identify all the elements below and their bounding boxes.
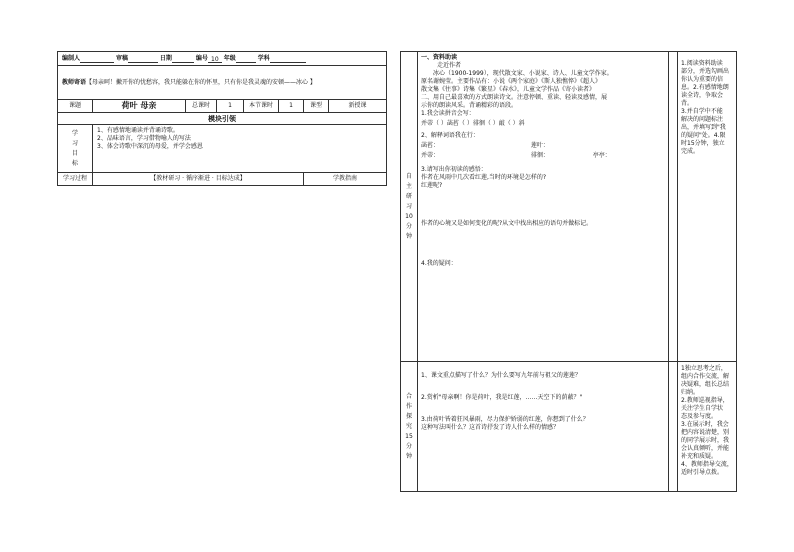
guide-line: 补充和质疑。 [681,453,718,460]
word-bingdi: 并蒂： [421,152,440,159]
section2-guide [678,362,737,492]
reviewer-label: 审稿 [115,54,128,62]
spacer-column [669,52,678,362]
subject-label: 学科 [257,54,270,62]
word-line-2 [421,152,665,160]
guide-line: 组内合作交流，解 [681,373,730,380]
q3c: 作者的心境又是如何变化的呢?从文中找出相应的语句并做标记。 [421,220,593,227]
grade-label: 年级 [223,54,236,62]
total-hours-value: 1 [217,100,244,113]
word-tingting: 亭亭： [592,152,611,159]
right-worksheet [400,51,737,492]
section1-content [418,52,669,362]
section1-label-cell [401,52,418,362]
guide-line: 你认为重要的信 [681,76,724,83]
section2-label-cell [401,362,418,492]
guide-line: 关注学生自学状 [681,405,724,412]
guide-line: 读全诗，争取会背。 [681,92,724,107]
guide-line: 决疑难，组长总结 [681,381,730,388]
teacher-message [58,66,387,100]
topic-label: 课题 [58,100,93,113]
section1-subheading: 走近作者 [437,62,462,69]
q3b: 红莲呢? [421,182,443,189]
section2-content [418,362,669,492]
type-value: 新授课 [329,100,387,113]
guide-line: 时15分钟，独立 [681,140,725,147]
goal-item: 2、品味语言，学习借物喻人的写法 [97,135,191,142]
spacer-column [669,362,678,492]
guide-line: 息。2.有感情地朗 [681,84,729,91]
guide-line: 出，并填写到"我 [681,124,726,131]
message-text: 【母亲呵！撇开你的忧愁容，我只能躲在你的怀里，只有你是我灵魂的安顿——冰心 】 [86,78,316,86]
module-title: 模块引领 [58,113,387,125]
guide-line: 1.阅读资料助读 [681,60,723,67]
word-paihuai: 徘徊： [530,152,549,159]
message-label: 教师寄语 [62,78,87,86]
goal-item: 1、有感情地诵读并背诵诗歌。 [97,127,179,134]
author-line: 冰心（1900-1999），现代散文家、小说家、诗人、儿童文学作家。 [433,70,613,77]
guide-line: 3.在展示时，我会 [681,421,729,428]
author-line: 示你的朗读风采。背诵精彩的语段。 [421,102,518,109]
s2-q3b: 这种写法叫什么？这首诗抒发了诗人什么样的情感？ [421,424,560,431]
guide-line: 解决的问题标注 [681,116,724,123]
author-line: 原名谢婉莹。主要作品有：小说《两个家庭》《斯人独憔悴》《超人》 [421,78,602,85]
writer-label: 编制人 [62,54,81,62]
word-line-1 [421,142,665,150]
process-center: 【教材研习 · 循序渐进 · 目标达成】 [93,173,304,186]
guide-line: 3.并自学中不能 [681,108,723,115]
this-hours-value: 1 [279,100,304,113]
goals-list [93,125,387,173]
guide-line: 部分，并选勾画出 [681,68,730,75]
section1-label: 自主研习10分钟 [405,172,413,240]
word-hantan: 菡萏： [421,142,440,149]
topic-value: 荷叶 母亲 [93,100,186,113]
guide-line: 把内容说清楚，别 [681,429,730,436]
number-value: 10 [208,56,222,63]
q3a: 作者在风雨中几次看红莲,当时的环境是怎样的? [421,174,547,181]
total-hours-label: 总课时 [186,100,217,113]
guide-line: 1独立思考之后， [681,365,727,372]
number-label: 编号 [195,54,208,62]
goals-label: 学习目标 [71,129,78,167]
goals-label-cell [58,125,93,173]
word-lianye: 莲叶： [530,142,549,149]
guide-line: 完成。 [681,148,700,155]
guide-line: 归纳。 [681,389,700,396]
guide-line: 的同学展示时，我 [681,437,730,444]
process-label: 学习过程 [58,173,93,186]
guide-line: 态及参与度。 [681,413,718,420]
author-line: 二、用自己最喜欢的方式朗读诗文。注意停顿、重读、轻读及感情，展 [421,94,608,101]
s2-q2: 2.赏析"母亲啊！你是荷叶，我是红莲，……天空下的荫蔽？" [421,394,583,401]
s2-q1: 1、课文重点描写了什么？为什么要写九年前与祖父的莲莲？ [421,372,581,379]
char-line: 并蒂（ ）菡萏（ ）徘徊（ ）敲（ ）斜 [421,120,525,127]
guide-label: 学教指南 [304,173,387,186]
author-line: 散文集《往事》诗集《繁星》《春水》，儿童文学作品《寄小读者》 [421,86,596,93]
this-hours-label: 本节课时 [244,100,279,113]
guide-line: 4、教师指导交流， [681,461,733,468]
left-worksheet [57,51,387,186]
type-label: 课型 [304,100,329,113]
word-title: 2、解释词语我在行： [421,132,479,139]
s2-q3a: 3.由荷叶皆着狂风暴雨，尽力保护娇弱的红莲，你想到了什么？ [421,416,589,423]
header-row [58,52,387,66]
section1-guide [678,52,737,362]
guide-line: 会认真倾听，并能 [681,445,730,452]
guide-line: 2.教师巡视指导， [681,397,729,404]
section1-heading: 一、资料助读 [421,54,458,61]
date-label: 日期 [159,54,172,62]
char-title: 1.我会读拼音会写： [421,110,475,117]
goal-item: 3、体会诗歌中深沉的母爱，并学会感恩 [97,143,203,150]
guide-line: 适时引导点拨。 [681,469,724,476]
guide-line: 的疑问"处。4.限 [681,132,726,139]
q4-title: 4.我的疑问： [421,260,457,267]
q3-title: 3.请写出你初读的感悟： [421,166,487,173]
section2-label: 合作探究15分钟 [405,392,413,460]
